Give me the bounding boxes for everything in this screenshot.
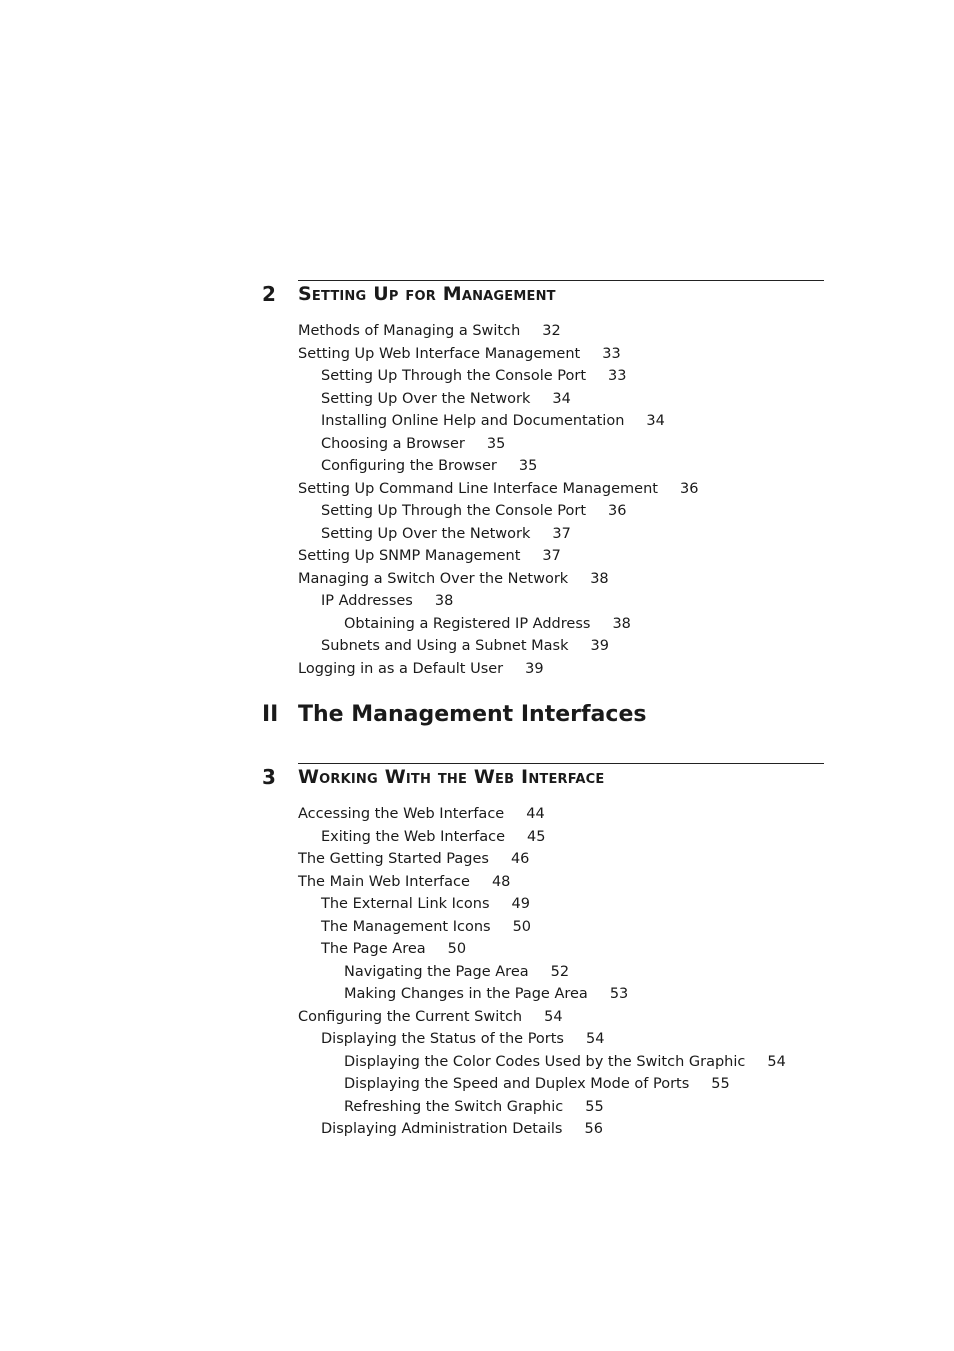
toc-entry-page-number: 38: [590, 570, 609, 587]
toc-entry-title: Exiting the Web Interface: [321, 828, 506, 845]
toc-entry-page-number: 55: [585, 1098, 604, 1115]
toc-entry-title: Making Changes in the Page Area: [344, 986, 588, 1002]
toc-entry[interactable]: [298, 1006, 786, 1029]
toc-entry[interactable]: [298, 916, 786, 939]
toc-entry-title: Displaying the Color Codes Used by the Switch Graphic: [344, 1053, 746, 1070]
toc-entry-page-number: 36: [608, 503, 627, 519]
chapter-rule: [298, 763, 824, 764]
toc-entry[interactable]: [298, 320, 698, 343]
toc-entry-page-number: 50: [447, 941, 467, 957]
toc-entry[interactable]: [298, 568, 698, 591]
toc-entry-title: Obtaining a Registered IP Address: [344, 615, 591, 632]
toc-entry[interactable]: [298, 1073, 786, 1096]
toc-entry[interactable]: [298, 961, 786, 984]
toc-entry-title: The Main Web Interface: [298, 873, 470, 890]
toc-entry-title: The Page Area: [321, 941, 426, 957]
toc-entry-page-number: 49: [511, 896, 530, 912]
toc-entry-page-number: 39: [590, 638, 609, 654]
toc-entry-title: Choosing a Browser: [321, 435, 465, 452]
toc-entry-title: Navigating the Page Area: [344, 963, 529, 980]
toc-entry[interactable]: [298, 590, 698, 613]
toc-entry[interactable]: [298, 523, 698, 546]
toc-entry[interactable]: [298, 613, 698, 636]
toc-entry[interactable]: [298, 635, 698, 658]
toc-entry-title: Setting Up Web Interface Management: [298, 345, 581, 362]
toc-entry-page-number: 48: [491, 873, 511, 890]
toc-entry-title: Setting Up SNMP Management: [298, 548, 521, 564]
toc-entry-title: Refreshing the Switch Graphic: [344, 1098, 564, 1115]
toc-entry[interactable]: [298, 455, 698, 478]
toc-entry-page-number: 32: [542, 323, 561, 339]
toc-entry-title: Configuring the Current Switch: [298, 1008, 523, 1025]
toc-entry[interactable]: [298, 478, 698, 501]
toc-entry[interactable]: [298, 803, 786, 826]
toc-entry-title: Setting Up Through the Console Port: [321, 368, 587, 384]
toc-entry-page-number: 52: [550, 963, 570, 980]
toc-entry-title: Methods of Managing a Switch: [298, 323, 521, 339]
part-title: The Management Interfaces: [298, 702, 647, 727]
toc-entry[interactable]: [298, 871, 786, 894]
toc-entry-page-number: 37: [542, 548, 561, 564]
toc-entry[interactable]: [298, 658, 698, 681]
toc-entry-page-number: 33: [608, 368, 627, 384]
toc-entry[interactable]: [298, 410, 698, 433]
toc-entry-page-number: 39: [525, 660, 544, 677]
chapter-title: Setting Up for Management: [298, 283, 556, 305]
toc-entry-title: Configuring the Browser: [321, 458, 497, 474]
toc-entry-page-number: 36: [679, 480, 699, 497]
chapter-number: 3: [262, 765, 276, 789]
toc-entry[interactable]: [298, 545, 698, 568]
toc-entry-title: Setting Up Over the Network: [321, 525, 531, 542]
toc-entry-page-number: 50: [512, 918, 532, 935]
toc-entry-page-number: 38: [434, 593, 454, 609]
toc-entries: [298, 320, 698, 680]
toc-entry-page-number: 33: [602, 345, 621, 362]
toc-entry[interactable]: [298, 893, 786, 916]
toc-entry-page-number: 54: [544, 1008, 563, 1025]
part-number: II: [262, 702, 279, 727]
toc-entry-page-number: 37: [552, 525, 571, 542]
part-heading: [262, 702, 646, 727]
toc-entry-title: IP Addresses: [321, 593, 413, 609]
toc-entry[interactable]: [298, 1118, 786, 1141]
toc-entry[interactable]: [298, 1096, 786, 1119]
toc-entry-page-number: 38: [612, 615, 631, 632]
toc-entry-page-number: 44: [526, 806, 545, 822]
toc-entry-title: Subnets and Using a Subnet Mask: [321, 638, 569, 654]
toc-entry[interactable]: [298, 500, 698, 523]
toc-entry-page-number: 34: [646, 413, 665, 429]
toc-entry-page-number: 46: [510, 851, 530, 867]
toc-entry-title: The Management Icons: [321, 918, 491, 935]
toc-entry-title: The External Link Icons: [321, 896, 490, 912]
toc-entry-title: Setting Up Command Line Interface Management: [298, 480, 658, 497]
toc-entry-page-number: 35: [486, 435, 506, 452]
chapter-number: 2: [262, 282, 276, 306]
toc-entry-page-number: 53: [609, 986, 629, 1002]
chapter-title: Working With the Web Interface: [298, 766, 605, 788]
toc-entry-page-number: 55: [711, 1076, 730, 1092]
toc-entry-page-number: 54: [586, 1031, 605, 1047]
toc-entry-title: Accessing the Web Interface: [298, 806, 505, 822]
toc-entry-title: Displaying the Status of the Ports: [321, 1031, 564, 1047]
toc-entry-title: Displaying Administration Details: [321, 1121, 563, 1137]
toc-entry-title: Managing a Switch Over the Network: [298, 570, 569, 587]
toc-entry[interactable]: [298, 433, 698, 456]
toc-entry[interactable]: [298, 343, 698, 366]
toc-entry[interactable]: [298, 826, 786, 849]
toc-entry[interactable]: [298, 388, 698, 411]
toc-entries: [298, 803, 786, 1141]
toc-entry[interactable]: [298, 1028, 786, 1051]
toc-entry-page-number: 56: [584, 1121, 603, 1137]
toc-entry[interactable]: [298, 365, 698, 388]
toc-entry[interactable]: [298, 983, 786, 1006]
toc-entry-page-number: 54: [767, 1053, 786, 1070]
toc-entry-title: Setting Up Through the Console Port: [321, 503, 587, 519]
toc-entry-page-number: 35: [518, 458, 538, 474]
toc-entry-title: The Getting Started Pages: [298, 851, 489, 867]
toc-entry-title: Logging in as a Default User: [298, 660, 504, 677]
toc-entry-page-number: 34: [552, 390, 571, 407]
toc-entry[interactable]: [298, 848, 786, 871]
toc-entry-title: Installing Online Help and Documentation: [321, 413, 625, 429]
toc-entry-title: Displaying the Speed and Duplex Mode of Ports: [344, 1076, 690, 1092]
toc-entry-page-number: 45: [527, 828, 546, 845]
toc-entry[interactable]: [298, 1051, 786, 1074]
toc-entry[interactable]: [298, 938, 786, 961]
chapter-rule: [298, 280, 824, 281]
toc-entry-title: Setting Up Over the Network: [321, 390, 531, 407]
